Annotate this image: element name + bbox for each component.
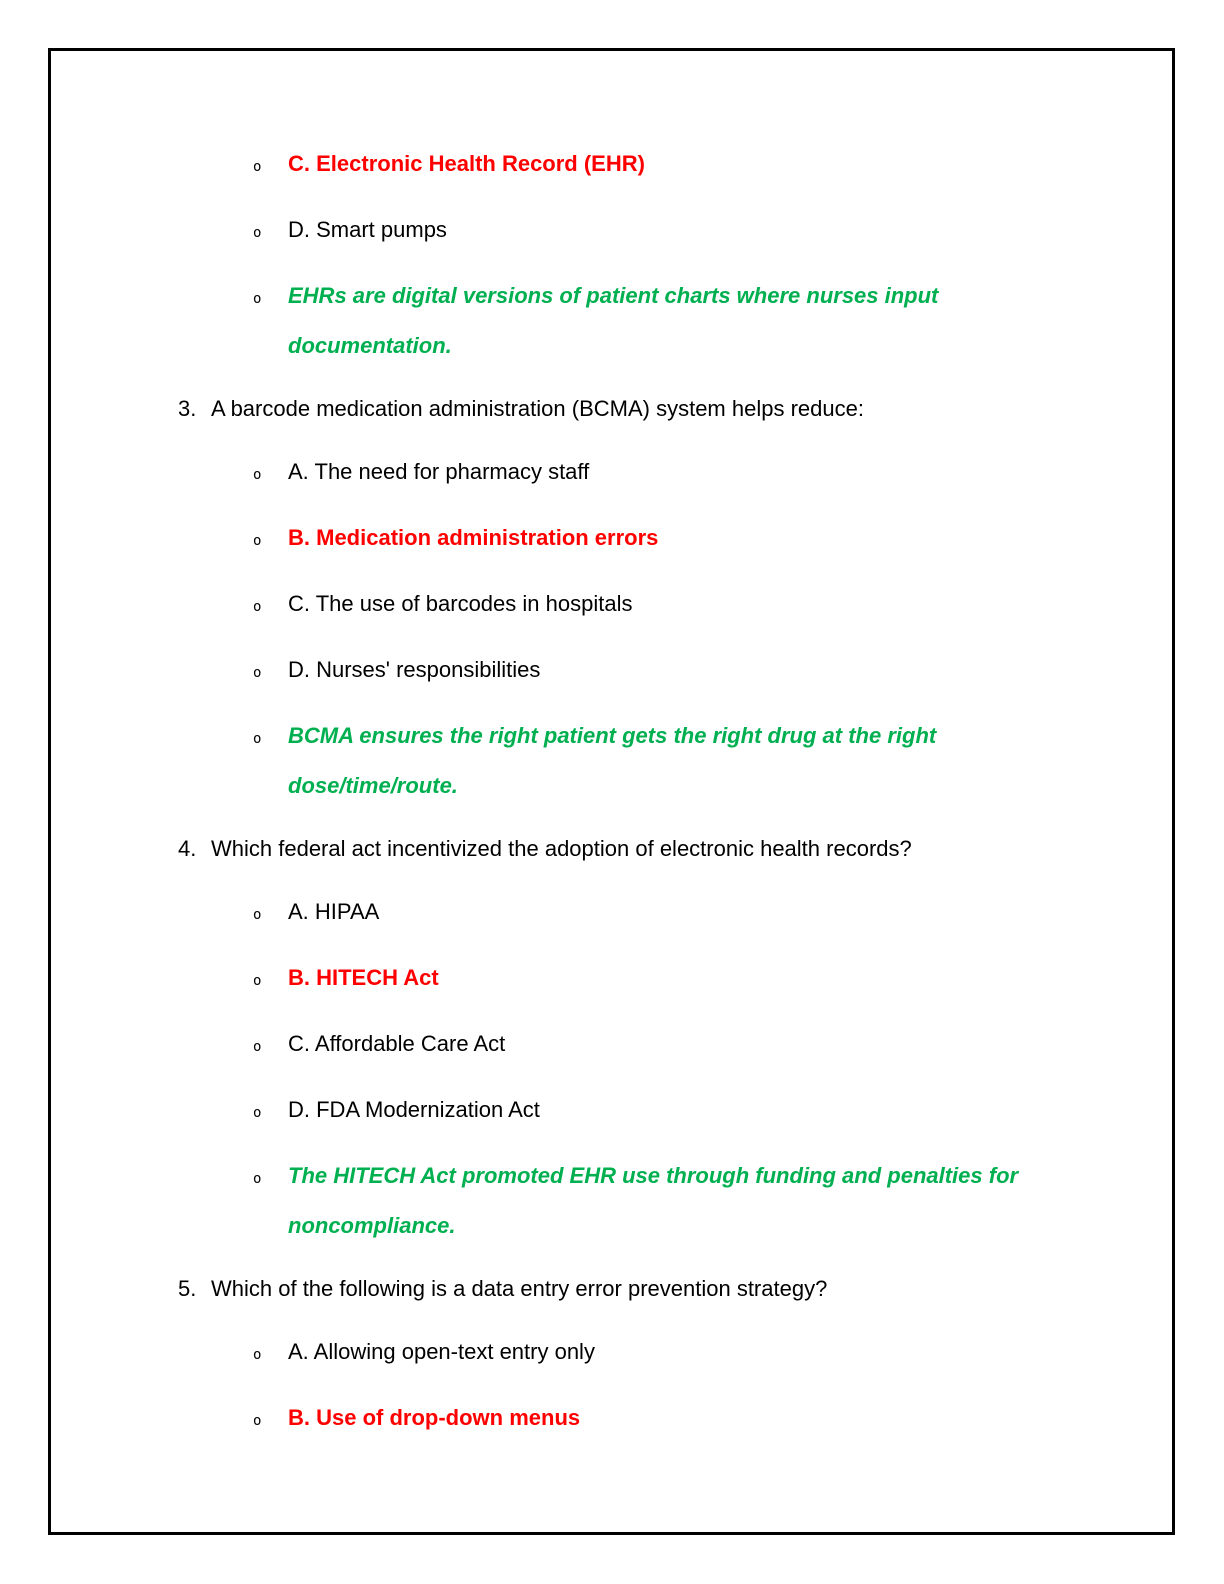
answer-option-row — [51, 1151, 1172, 1251]
question-number: 5. — [178, 1276, 197, 1301]
option-text: B. HITECH Act — [288, 965, 439, 990]
answer-option-row — [51, 579, 1172, 632]
circle-bullet-icon: o — [253, 1105, 262, 1121]
answer-option-row — [51, 447, 1172, 500]
circle-bullet-icon: o — [253, 665, 262, 681]
circle-bullet-icon: o — [253, 225, 262, 241]
answer-option-row — [51, 205, 1172, 258]
option-text: EHRs are digital versions of patient charts where nurses input documentation. — [288, 283, 939, 358]
question-number: 4. — [178, 836, 197, 861]
page-border-frame — [48, 48, 1175, 1535]
answer-option-row — [51, 711, 1172, 811]
option-text: D. Nurses' responsibilities — [288, 657, 541, 682]
option-text: BCMA ensures the right patient gets the right drug at the right dose/time/route. — [288, 723, 937, 798]
option-text: A. The need for pharmacy staff — [288, 459, 590, 484]
question-row — [51, 824, 1172, 874]
question-text: Which of the following is a data entry error prevention strategy? — [211, 1276, 828, 1301]
answer-option-row — [51, 1019, 1172, 1072]
answer-option-row — [51, 1085, 1172, 1138]
question-text: Which federal act incentivized the adoption of electronic health records? — [211, 836, 912, 861]
question-row — [51, 1264, 1172, 1314]
answer-option-row — [51, 1393, 1172, 1446]
option-text: A. HIPAA — [288, 899, 380, 924]
question-text: A barcode medication administration (BCMA) system helps reduce: — [211, 396, 864, 421]
circle-bullet-icon: o — [253, 467, 262, 483]
option-text: C. Affordable Care Act — [288, 1031, 506, 1056]
circle-bullet-icon: o — [253, 1039, 262, 1055]
answer-option-row — [51, 645, 1172, 698]
option-text: D. FDA Modernization Act — [288, 1097, 540, 1122]
option-text: C. The use of barcodes in hospitals — [288, 591, 633, 616]
option-text: The HITECH Act promoted EHR use through funding and penalties for noncompliance. — [288, 1163, 1019, 1238]
circle-bullet-icon: o — [253, 533, 262, 549]
question-number: 3. — [178, 396, 197, 421]
question-row — [51, 384, 1172, 434]
answer-option-row — [51, 887, 1172, 940]
option-text: B. Medication administration errors — [288, 525, 659, 550]
circle-bullet-icon: o — [253, 291, 262, 307]
answer-option-row — [51, 139, 1172, 192]
answer-option-row — [51, 953, 1172, 1006]
circle-bullet-icon: o — [253, 599, 262, 615]
answer-option-row — [51, 1327, 1172, 1380]
circle-bullet-icon: o — [253, 1171, 262, 1187]
option-text: D. Smart pumps — [288, 217, 447, 242]
quiz-content — [51, 51, 1172, 1446]
circle-bullet-icon: o — [253, 1347, 262, 1363]
answer-option-row — [51, 271, 1172, 371]
circle-bullet-icon: o — [253, 907, 262, 923]
circle-bullet-icon: o — [253, 973, 262, 989]
option-text: A. Allowing open-text entry only — [288, 1339, 595, 1364]
option-text: C. Electronic Health Record (EHR) — [288, 151, 645, 176]
circle-bullet-icon: o — [253, 731, 262, 747]
option-text: B. Use of drop-down menus — [288, 1405, 581, 1430]
circle-bullet-icon: o — [253, 1413, 262, 1429]
circle-bullet-icon: o — [253, 159, 262, 175]
answer-option-row — [51, 513, 1172, 566]
